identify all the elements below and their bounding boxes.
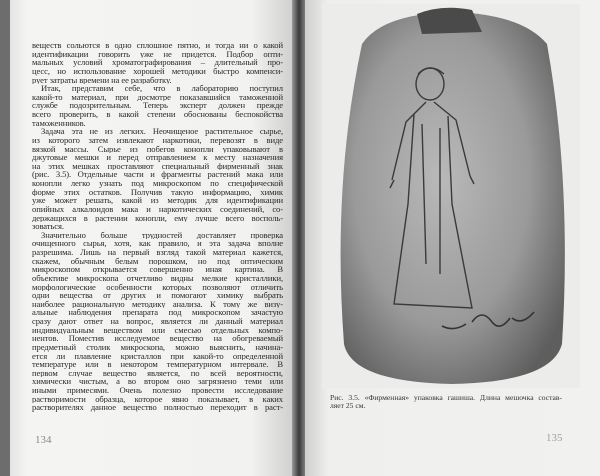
text-line: вязкой массы. Сырье из побегов конопли упаковывают в xyxy=(32,144,283,154)
caption-line: ляет 25 см. xyxy=(330,401,366,411)
text-line: мальных условий хроматографирования – длительный про- xyxy=(32,58,283,67)
text-line: температуре или в некотором температурном интервале. В xyxy=(32,360,283,369)
left-page-body-text xyxy=(32,41,283,412)
text-line: морфологические особенности которых позволяют отличить xyxy=(32,282,283,292)
figure-caption xyxy=(330,394,562,411)
text-line: уже может решать, какой из методик для идентификации xyxy=(32,196,283,205)
text-line: химически чистым, а во втором оно загрязнено теми или xyxy=(32,377,283,386)
text-line: рует затраты времени на ее разработку. xyxy=(32,75,172,85)
text-line: скажем, обычным белым порошком, но под оптическим xyxy=(32,256,283,266)
text-line: держащихся в растении конопли, ему лучше всего восполь- xyxy=(32,213,283,223)
text-line: какой-то материал, при досмотре показавшийся таможенной xyxy=(32,92,283,102)
book-gutter xyxy=(292,0,306,476)
text-line: опийных алкалоидов мака и наркотических соединений, со- xyxy=(32,204,283,214)
text-line: Задача эта не из легких. Неочищеное растительное сырье, xyxy=(41,127,283,136)
text-line: из которого затем извлекают наркотики, перевозят в виде xyxy=(32,135,283,145)
text-line: (рис. 3.5). Отдельные части и фрагменты растений мака или xyxy=(32,170,283,179)
text-line: конопли легко узнать под микроскопом по специфической xyxy=(32,179,283,188)
text-line: всего проверить, в какой степени обоснованы беспокойства xyxy=(32,110,283,119)
text-line: альные наблюдения препарата под микроскопом зачастую xyxy=(32,308,283,317)
text-line: джутовые мешки и перед отправлением к месту назначения xyxy=(32,153,283,162)
text-line: растворимости образца, которое явно показывает, в каких xyxy=(32,394,283,404)
text-line: иными примесями. Очень полезно провести исследование xyxy=(32,386,283,395)
text-line: идентификации говорить уже не придется. Подбор опти- xyxy=(32,49,283,59)
text-line: Итак, представим себе, что в лабораторию поступил xyxy=(41,84,283,93)
text-line: веществ сольются в одно сплошное пятно, и тогда ни о какой xyxy=(32,41,283,50)
caption-line: Рис. 3.5. «Фирменная» упаковка гашиша. Длина мешочка состав- xyxy=(330,393,562,402)
text-line: предметный столик микроскопа, можно выяснить, начина- xyxy=(32,342,283,352)
page-number-right: 135 xyxy=(546,432,563,444)
text-line: таможенников. xyxy=(32,118,86,128)
text-line: микроскопом открывается совершенно иная картина. В xyxy=(32,265,283,274)
text-line: растворителях данное вещество полностью переходит в раст- xyxy=(32,403,283,412)
text-line: форме этих остатков. Получив такую информацию, химик xyxy=(32,187,283,197)
text-line: очищенного сырья, хотя, как правило, и эта задача вполне xyxy=(32,239,283,248)
text-line: разрешима. Лишь на первый взгляд такой материал кажется, xyxy=(32,248,283,257)
text-line: первом случае вещество является, по всей вероятности, xyxy=(32,368,283,378)
text-line: объективе микроскопа отчетливо видны мелкие кристаллики, xyxy=(32,273,283,283)
figure-hashish-package-photo xyxy=(322,4,580,388)
text-line: на этих мешках проставляют специальный фирменный знак xyxy=(32,161,283,171)
text-line: одни вещества от других и помогают химику выбрать xyxy=(32,291,283,300)
text-line: индивидуальным веществом или смесью отдельных компо- xyxy=(32,325,283,335)
text-line: службе подозрительным. Теперь эксперт должен прежде xyxy=(32,101,283,110)
text-line: наиболее рациональную методику анализа. К тому же визу- xyxy=(32,299,283,309)
text-line: цесс, но использование хорошей методики быстро компенси- xyxy=(32,66,283,76)
text-line: ется ли плавление кристаллов при какой-то определенной xyxy=(32,351,283,361)
text-line: Значительно больше трудностей доставляет проверка xyxy=(41,230,283,240)
text-line: зоваться. xyxy=(32,222,64,231)
text-line: нентов. Поместив исследуемое вещество на обогреваемый xyxy=(32,334,283,343)
page-number-left: 134 xyxy=(35,434,52,446)
text-line: сразу дают ответ на вопрос, является ли данный материал xyxy=(32,317,283,326)
